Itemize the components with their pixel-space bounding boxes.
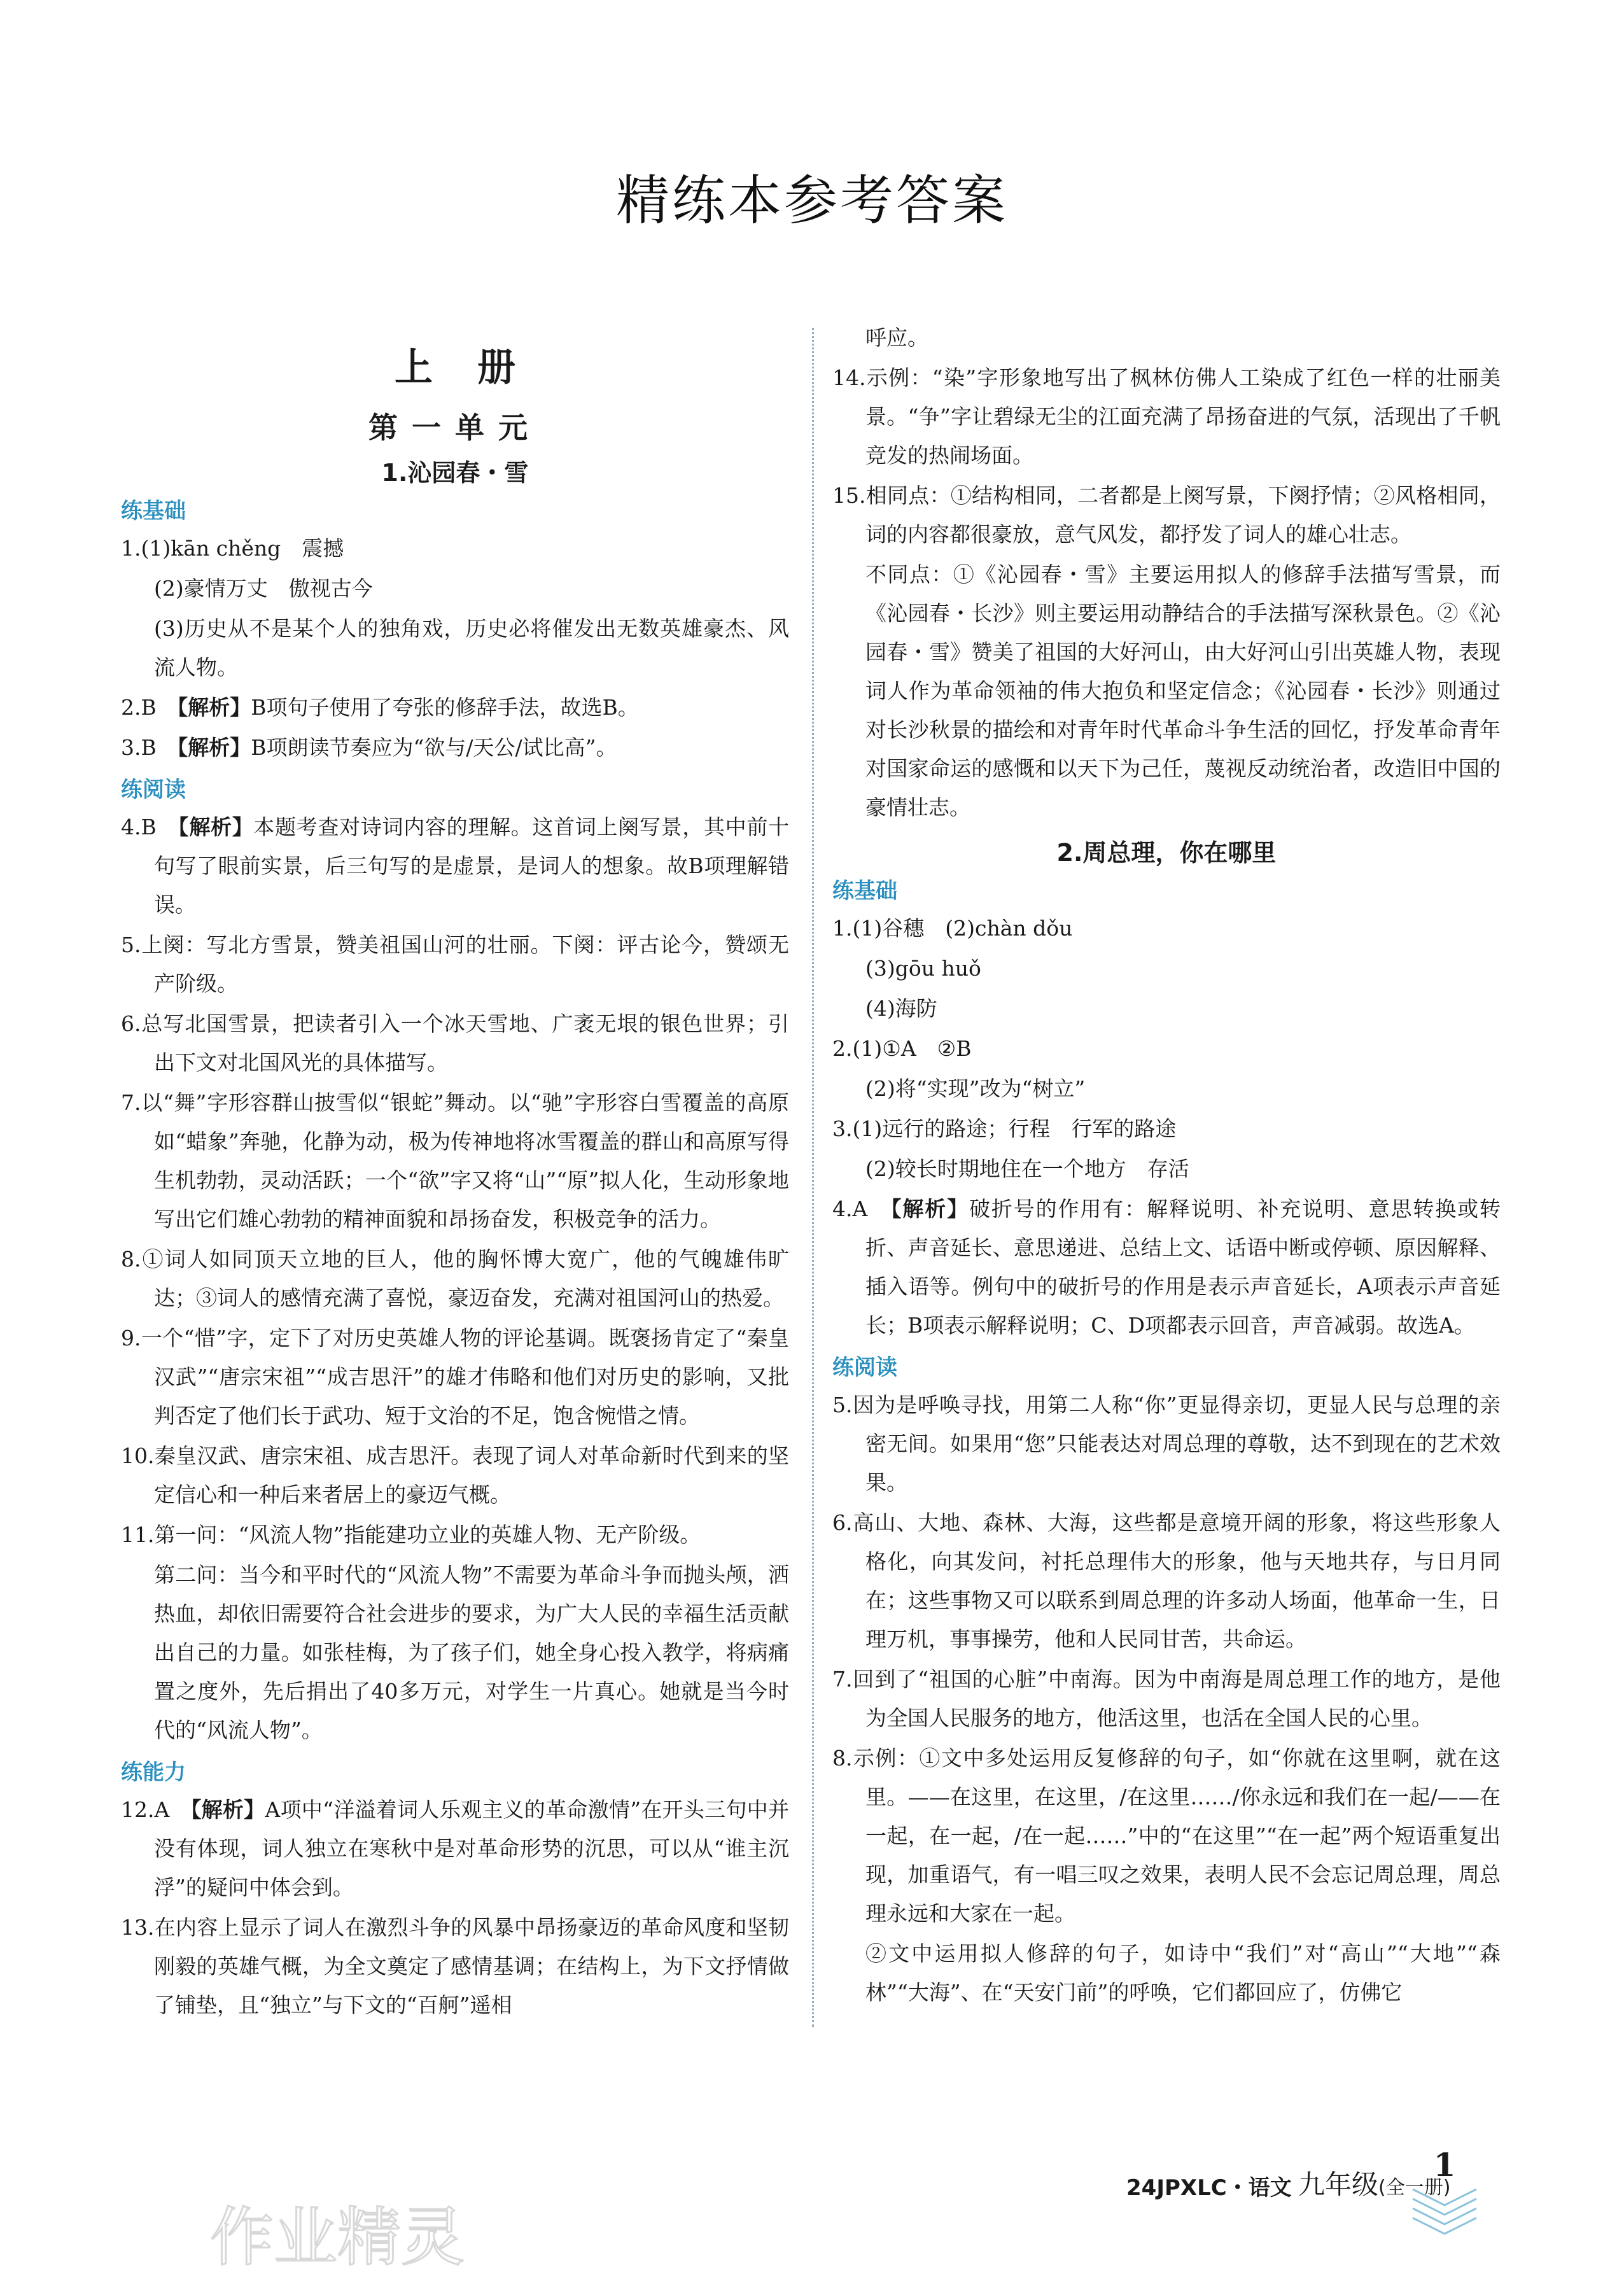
answer-item: 7.回到了“祖国的心脏”中南海。因为中南海是周总理工作的地方，是他为全国人民服务的地方，他活这里，也活在全国人民的心里。 (832, 1667, 1501, 1730)
answer-item: 9.一个“惜”字，定下了对历史英雄人物的评论基调。既褒扬肯定了“秦皇汉武”“唐宗宋祖”“成吉思汗”的雄才伟略和他们对历史的影响，又批判否定了他们长于武功、短于文治的不足，饱含惋惜之情。 (121, 1326, 789, 1428)
analysis-tag: 【解析】 (178, 815, 254, 839)
answer-item: 第二问：当今和平时代的“风流人物”不需要为革命斗争而抛头颅，洒热血，却依旧需要符合社会进步的要求，为广大人民的幸福生活贡献出自己的力量。如张桂梅，为了孩子们，她全身心投入教学，将病痛置之度外，先后捐出了40多万元，对学生一片真心。她就是当今时代的“风流人物”。 (154, 1562, 789, 1743)
lesson-title: 1.沁园春・雪 (381, 459, 529, 487)
left-column (121, 318, 789, 2026)
answer-item: 8.示例：①文中多处运用反复修辞的句子，如“你就在这里啊，就在这里。——在这里，在这里，/在这里……/你永远和我们在一起/——在一起，在一起，/在一起……”中的“在这里”“在一起”两个短语重复出现，加重语气，有一唱三叹之效果，表明人民不会忘记周总理，周总理永远和大家在一起。 (832, 1746, 1501, 1926)
answer-item: 4.B 【解析】本题考查对诗词内容的理解。这首词上阕写景，其中前十句写了眼前实景，后三句写的是虚景，是词人的想象。故B项理解错误。 (121, 815, 790, 917)
answer-item: 13.在内容上显示了词人在激烈斗争的风暴中昂扬豪迈的革命风度和坚韧刚毅的英雄气概，为全文奠定了感情基调；在结构上，为下文抒情做了铺垫，且“独立”与下文的“百舸”遥相 (121, 1915, 789, 2017)
right-column (832, 318, 1501, 2013)
answer-item: 12.A 【解析】A项中“洋溢着词人乐观主义的革命激情”在开头三句中并没有体现，词人独立在寒秋中是对革命形势的沉思，可以从“谁主沉浮”的疑问中体会到。 (121, 1797, 790, 1900)
page-chevron-decoration-icon (1410, 2183, 1480, 2240)
lesson-title: 2.周总理，你在哪里 (1056, 839, 1277, 867)
answer-item: 15.相同点：①结构相同，二者都是上阕写景，下阕抒情；②风格相同，词的内容都很豪放，意气风发，都抒发了词人的雄心壮志。 (832, 483, 1501, 547)
answer-item: 8.①词人如同顶天立地的巨人，他的胸怀博大宽广，他的气魄雄伟旷达；③词人的感情充满了喜悦，豪迈奋发，充满对祖国河山的热爱。 (121, 1247, 789, 1310)
answer-item: 6.总写北国雪景，把读者引入一个冰天雪地、广袤无垠的银色世界；引出下文对北国风光的具体描写。 (121, 1011, 789, 1075)
answer-item: 10.秦皇汉武、唐宗宋祖、成吉思汗。表现了词人对革命新时代到来的坚定信心和一种后来者居上的豪迈气概。 (121, 1443, 789, 1507)
answer-item: ②文中运用拟人修辞的句子，如诗中“我们”对“高山”“大地”“森林”“大海”、在“天安门前”的呼唤，它们都回应了，仿佛它 (865, 1941, 1501, 2005)
answer-item: (4)海防 (865, 996, 937, 1021)
page-number: 1 (1433, 2146, 1456, 2184)
section-heading-basic: 练基础 (121, 498, 186, 524)
answer-item: 1.(1)谷穗 (2)chàn dǒu (832, 916, 1073, 941)
analysis-tag: 【解析】 (177, 695, 251, 720)
answer-item: 2.B 【解析】B项句子使用了夸张的修辞手法，故选B。 (121, 695, 639, 720)
book-code: 24JPXLC・语文 (1126, 2175, 1292, 2201)
answer-item: 呼应。 (865, 325, 928, 350)
answer-item: 3.(1)远行的路途；行程 行军的路途 (832, 1116, 1177, 1141)
answer-item: 6.高山、大地、森林、大海，这些都是意境开阔的形象，将这些形象人格化，向其发问，衬托总理伟大的形象，他与天地共存，与日月同在；这些事物又可以联系到周总理的许多动人场面，他革命一生，日理万机，事事操劳，他和人民同甘苦，共命运。 (832, 1510, 1501, 1651)
answer-item: (3)gōu huǒ (865, 956, 981, 981)
section-heading-ability: 练能力 (121, 1760, 186, 1785)
watermark-logo (210, 2202, 566, 2272)
unit-title: 第一单元 (368, 410, 542, 445)
answer-item: 4.A 【解析】破折号的作用有：解释说明、补充说明、意思转换或转折、声音延长、意思递进、总结上文、话语中断或停顿、原因解释、插入语等。例句中的破折号的作用是表示声音延长，A项表示声音延长；B项表示解释说明；C、D项都表示回音，声音减弱。故选A。 (832, 1196, 1501, 1338)
section-heading-basic: 练基础 (832, 878, 897, 904)
column-divider (812, 328, 814, 2027)
analysis-tag: 【解析】 (190, 1797, 265, 1822)
answer-item: (2)将“实现”改为“树立” (865, 1076, 1086, 1101)
answer-item: 11.第一问：“风流人物”指能建功立业的英雄人物、无产阶级。 (121, 1522, 701, 1547)
answer-item: (2)豪情万丈 傲视古今 (154, 576, 373, 601)
answer-item: 1.(1)kān chěng 震撼 (121, 536, 344, 561)
analysis-tag: 【解析】 (177, 735, 251, 760)
answer-item: (2)较长时期地住在一个地方 存活 (865, 1156, 1189, 1181)
answer-item: (3)历史从不是某个人的独角戏，历史必将催发出无数英雄豪杰、风流人物。 (154, 616, 789, 680)
section-heading-reading: 练阅读 (121, 777, 186, 803)
section-heading-reading: 练阅读 (832, 1355, 897, 1380)
answer-item: 5.因为是呼唤寻找，用第二人称“你”更显得亲切，更显人民与总理的亲密无间。如果用“您”只能表达对周总理的尊敬，达不到现在的艺术效果。 (832, 1392, 1501, 1495)
answer-item: 2.(1)①A ②B (832, 1036, 972, 1061)
page-title: 精练本参考答案 (615, 169, 1008, 232)
answer-item: 5.上阕：写北方雪景，赞美祖国山河的壮丽。下阕：评古论今，赞颂无产阶级。 (121, 932, 789, 996)
volume-title: 上册 (395, 346, 560, 390)
grade-label: 九年级(全一册) (1298, 2169, 1451, 2200)
analysis-tag: 【解析】 (891, 1196, 970, 1221)
answer-item: 14.示例：“染”字形象地写出了枫林仿佛人工染成了红色一样的壮丽美景。“争”字让碧绿无尘的江面充满了昂扬奋进的气氛，活现出了千帆竞发的热闹场面。 (832, 365, 1501, 468)
answer-item: 不同点：①《沁园春・雪》主要运用拟人的修辞手法描写雪景，而《沁园春・长沙》则主要运用动静结合的手法描写深秋景色。②《沁园春・雪》赞美了祖国的大好河山，由大好河山引出英雄人物，表现词人作为革命领袖的伟大抱负和坚定信念；《沁园春・长沙》则通过对长沙秋景的描绘和对青年时代革命斗争生活的回忆，抒发革命青年对国家命运的感慨和以天下为己任，蔑视反动统治者，改造旧中国的豪情壮志。 (865, 562, 1501, 820)
answer-item: 3.B 【解析】B项朗读节奏应为“欲与/天公/试比高”。 (121, 735, 617, 760)
answer-item: 7.以“舞”字形容群山披雪似“银蛇”舞动。以“驰”字形容白雪覆盖的高原如“蜡象”奔驰，化静为动，极为传神地将冰雪覆盖的群山和高原写得生机勃勃，灵动活跃；一个“欲”字又将“山”“原”拟人化，生动形象地写出它们雄心勃勃的精神面貌和昂扬奋发，积极竞争的活力。 (121, 1090, 789, 1231)
svg-text:作业精灵: 作业精灵 (210, 2202, 465, 2272)
